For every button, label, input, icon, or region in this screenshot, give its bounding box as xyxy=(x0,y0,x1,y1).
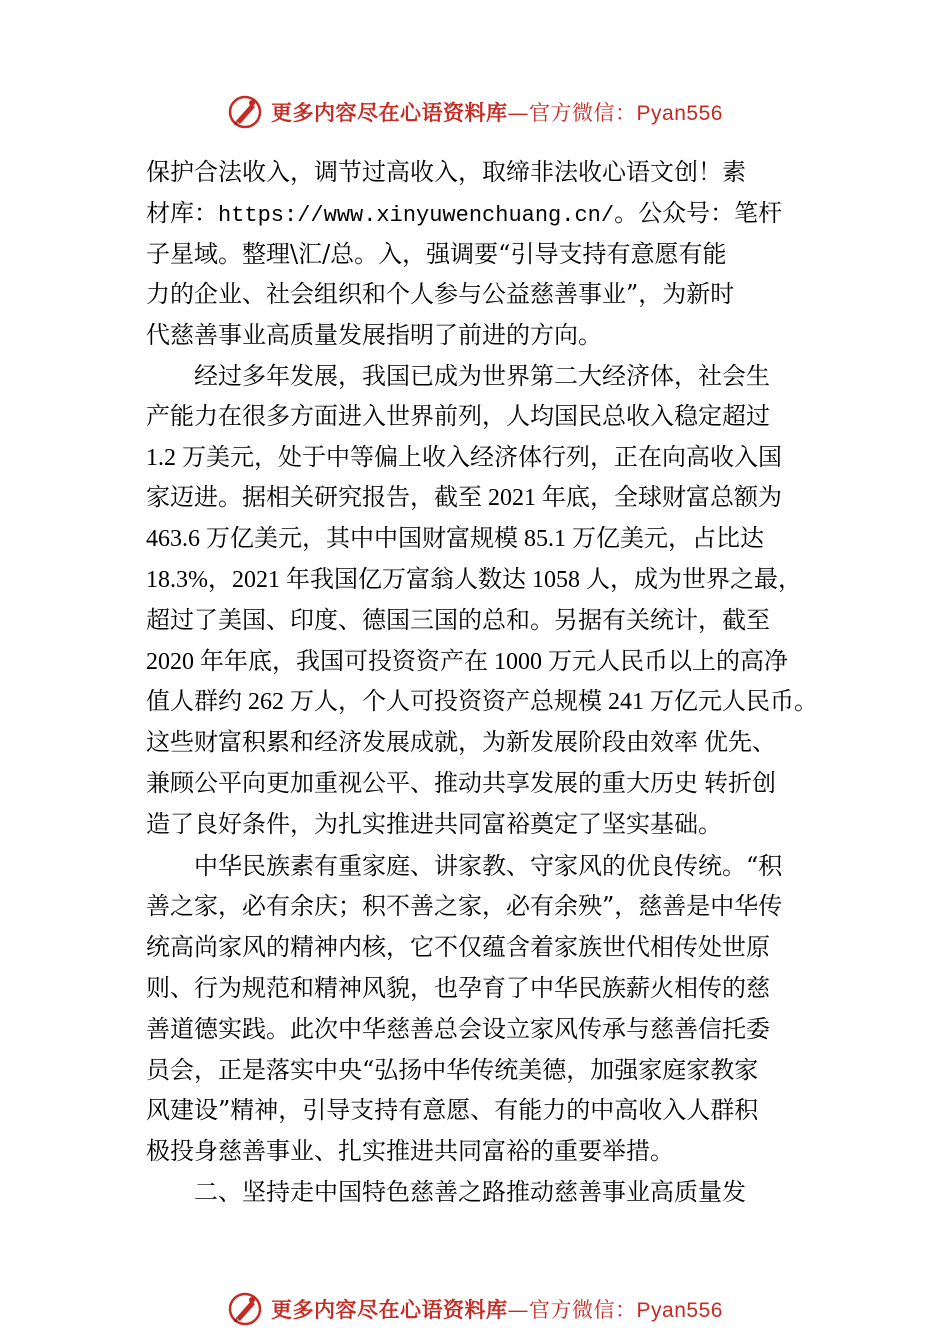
banner-dash: — xyxy=(507,1298,530,1322)
text-line: 则、行为规范和精神风貌，也孕育了中华民族薪火相传的慈 xyxy=(146,973,770,1002)
text-line: 善之家，必有余庆；积不善之家，必有余殃”，慈善是中华传 xyxy=(146,892,783,921)
text-line: 2020 年年底，我国可投资资产在 1000 万元人民币以上的高净 xyxy=(146,648,788,675)
banner-main-text: 更多内容尽在心语资料库 xyxy=(271,100,508,125)
banner-text xyxy=(271,97,723,127)
banner-text xyxy=(271,1294,723,1324)
document-body xyxy=(146,152,846,1213)
text-line: 极投身慈善事业、扎实推进共同富裕的重要举措。 xyxy=(146,1137,674,1166)
text-line: 代慈善事业高质量发展指明了前进的方向。 xyxy=(146,321,602,350)
paragraph-1 xyxy=(146,152,846,356)
banner-dash: — xyxy=(507,101,530,125)
footer-banner xyxy=(0,1287,950,1331)
text-line: 产能力在很多方面进入世界前列，人均国民总收入稳定超过 xyxy=(146,403,770,430)
text-line: 子星域。整理\汇/总。入，强调要“引导支持有意愿有能 xyxy=(146,239,727,268)
text-line: 1.2 万美元，处于中等偏上收入经济体行列，正在向高收入国 xyxy=(146,444,782,471)
text-line: 值人群约 262 万人，个人可投资资产总规模 241 万亿元人民币。 xyxy=(146,689,818,716)
text-line: 员会，正是落实中央“弘扬中华传统美德，加强家庭家教家 xyxy=(146,1055,759,1084)
text-line: 这些财富积累和经济发展成就，为新发展阶段由效率 优先、 xyxy=(146,730,776,757)
text-line: 力的企业、社会组织和个人参与公益慈善事业”，为新时 xyxy=(146,280,735,309)
text-line: 家迈进。据相关研究报告，截至 2021 年底，全球财富总额为 xyxy=(146,485,782,512)
text-line: 中华民族素有重家庭、讲家教、守家风的优良传统。“积 xyxy=(194,851,783,880)
paragraph-2 xyxy=(146,356,846,846)
text-line: 保护合法收入，调节过高收入，取缔非法收心语文创！素 xyxy=(146,158,746,186)
text-line: 18.3%，2021 年我国亿万富翁人数达 1058 人，成为世界之最， xyxy=(146,566,802,593)
text-line: 造了良好条件，为扎实推进共同富裕奠定了坚实基础。 xyxy=(146,811,722,838)
website-url: https://www.xinyuwenchuang.cn/ xyxy=(218,202,615,228)
text-fragment: 材库： xyxy=(146,198,218,227)
pen-logo-icon xyxy=(227,94,263,130)
text-line: 统高尚家风的精神内核，它不仅蕴含着家族世代相传处世原 xyxy=(146,933,770,962)
text-line: 超过了美国、印度、德国三国的总和。另据有关统计，截至 xyxy=(146,607,770,634)
text-line: 兼顾公平向更加重视公平、推动共享发展的重大历史 转折创 xyxy=(146,770,776,797)
text-fragment: 。公众号：笔杆 xyxy=(614,198,783,227)
paragraph-3 xyxy=(146,846,846,1172)
banner-main-text: 更多内容尽在心语资料库 xyxy=(271,1297,508,1322)
section-heading: 二、坚持走中国特色慈善之路推动慈善事业高质量发 xyxy=(194,1177,746,1206)
text-line: 经过多年发展，我国已成为世界第二大经济体，社会生 xyxy=(194,361,770,390)
banner-wechat-label: 官方微信： xyxy=(529,101,637,125)
text-line xyxy=(146,193,846,234)
banner-wechat-id: Pyan556 xyxy=(636,1299,723,1322)
text-line: 善道德实践。此次中华慈善总会设立家风传承与慈善信托委 xyxy=(146,1014,770,1043)
banner-wechat-id: Pyan556 xyxy=(636,102,723,125)
text-line: 463.6 万亿美元，其中中国财富规模 85.1 万亿美元，占比达 xyxy=(146,526,764,553)
banner-wechat-label: 官方微信： xyxy=(529,1298,637,1322)
header-banner xyxy=(0,90,950,134)
pen-logo-icon xyxy=(227,1291,263,1327)
text-line: 风建设”精神，引导支持有意愿、有能力的中高收入人群积 xyxy=(146,1096,759,1125)
